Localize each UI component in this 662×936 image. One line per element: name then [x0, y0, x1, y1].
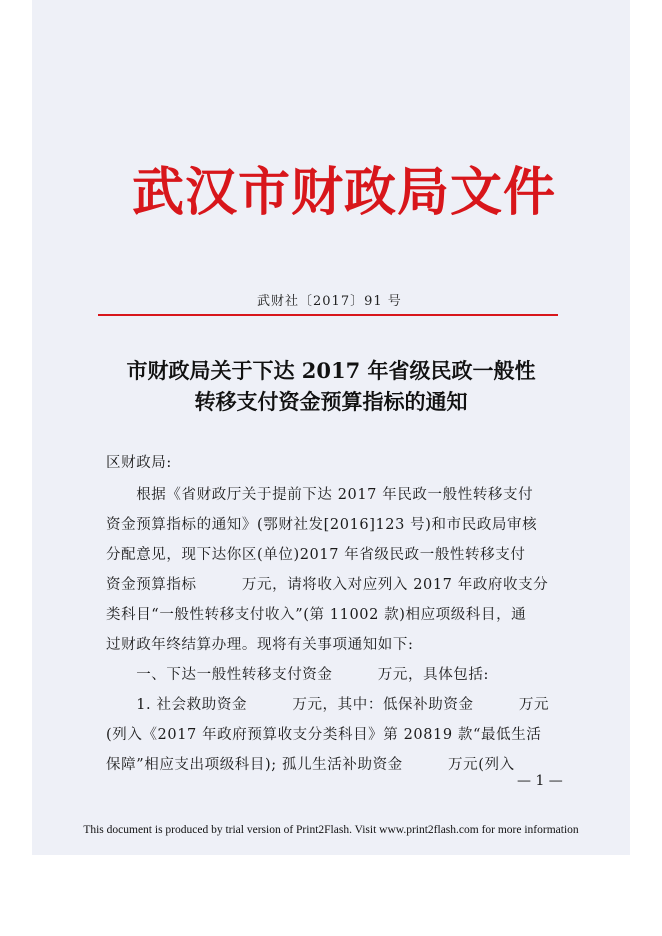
body-line: 资金预算指标 万元，请将收入对应列入 2017 年政府收支分	[106, 577, 549, 593]
body-line: 保障”相应支出项级科目); 孤儿生活补助资金 万元(列入	[106, 757, 515, 773]
document-number: 武财社〔2017〕91 号	[257, 294, 402, 309]
body-line: 根据《省财政厅关于提前下达 2017 年民政一般性转移支付	[106, 487, 534, 503]
body-line: 分配意见，现下达你区(单位)2017 年省级民政一般性转移支付	[106, 547, 526, 563]
notice-title-line-2: 转移支付资金预算指标的通知	[194, 389, 468, 414]
body-line: 区财政局:	[106, 455, 172, 471]
notice-title-line-1: 市财政局关于下达 2017 年省级民政一般性	[126, 358, 536, 383]
body-line: 类科目“一般性转移支付收入”(第 11002 款)相应项级科目，通	[106, 607, 527, 623]
body-line: 1. 社会救助资金 万元，其中：低保补助资金 万元	[106, 697, 550, 713]
header-divider	[98, 314, 558, 316]
body-line: 一、下达一般性转移支付资金 万元，具体包括:	[106, 667, 489, 683]
agency-header-title: 武汉市财政局文件	[132, 162, 557, 223]
document-page	[32, 0, 630, 855]
body-line: (列入《2017 年政府预算收支分类科目》第 20819 款“最低生活	[106, 727, 542, 743]
body-line: 过财政年终结算办理。现将有关事项通知如下:	[106, 637, 414, 653]
page-number: — 1 —	[517, 773, 563, 789]
trial-version-notice: This document is produced by trial version of Print2Flash. Visit www.print2flash.com for more information	[83, 824, 579, 836]
body-line: 资金预算指标的通知》(鄂财社发[2016]123 号)和市民政局审核	[106, 517, 538, 533]
